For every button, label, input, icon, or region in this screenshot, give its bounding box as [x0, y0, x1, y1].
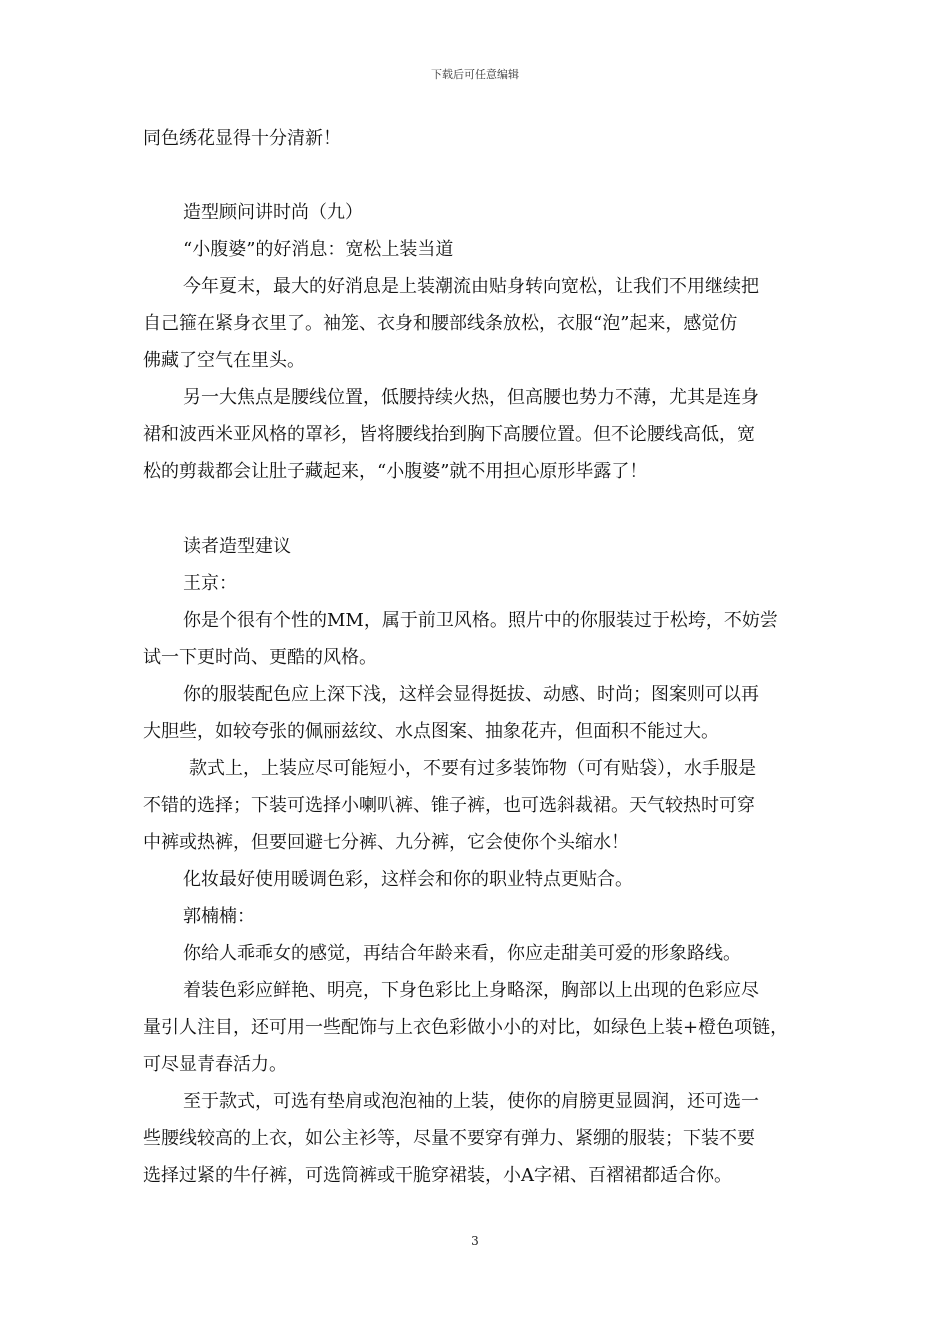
text-line: 你给人乖乖女的感觉，再结合年龄来看，你应走甜美可爱的形象路线。 [183, 943, 741, 964]
text-line: 至于款式，可选有垫肩或泡泡袖的上装，使你的肩膀更显圆润，还可选一 [183, 1091, 759, 1112]
text-line: 款式上，上装应尽可能短小，不要有过多装饰物（可有贴袋），水手服是 [189, 758, 756, 779]
text-line: 化妆最好使用暖调色彩，这样会和你的职业特点更贴合。 [183, 869, 633, 890]
reader-name: 郭楠楠： [183, 906, 255, 927]
text-line: 试一下更时尚、更酷的风格。 [143, 647, 377, 668]
text-line: 松的剪裁都会让肚子藏起来，“小腹婆”就不用担心原形毕露了！ [143, 461, 648, 482]
text-line: 另一大焦点是腰线位置，低腰持续火热，但高腰也势力不薄，尤其是连身 [183, 387, 759, 408]
article-title: “小腹婆”的好消息：宽松上装当道 [183, 239, 454, 260]
text-line: 选择过紧的牛仔裤，可选筒裤或干脆穿裙装，小A字裙、百褶裙都适合你。 [143, 1165, 732, 1186]
text-line: 不错的选择；下装可选择小喇叭裤、锥子裤，也可选斜裁裙。天气较热时可穿 [143, 795, 755, 816]
document-body [143, 120, 811, 1194]
section-title: 造型顾问讲时尚（九） [183, 202, 363, 223]
text-line: 你是个很有个性的MM，属于前卫风格。照片中的你服装过于松垮，不妨尝 [183, 610, 778, 631]
text-line: 你的服装配色应上深下浅，这样会显得挺拔、动感、时尚；图案则可以再 [183, 684, 759, 705]
page-header: 下载后可任意编辑 [431, 68, 519, 81]
text-line: 可尽显青春活力。 [143, 1054, 287, 1075]
text-line: 自己箍在紧身衣里了。袖笼、衣身和腰部线条放松，衣服“泡”起来，感觉仿 [143, 313, 738, 334]
text-line: 量引人注目，还可用一些配饰与上衣色彩做小小的对比，如绿色上装+橙色项链， [143, 1017, 789, 1038]
section-title: 读者造型建议 [183, 536, 291, 557]
paragraph-gap [143, 157, 811, 194]
paragraph-gap [143, 490, 811, 528]
text-line: 大胆些，如较夸张的佩丽兹纹、水点图案、抽象花卉，但面积不能过大。 [143, 721, 719, 742]
text-line: 中裤或热裤，但要回避七分裤、九分裤，它会使你个头缩水！ [143, 832, 629, 853]
text-line: 同色绣花显得十分清新！ [143, 128, 341, 149]
text-line: 今年夏末，最大的好消息是上装潮流由贴身转向宽松，让我们不用继续把 [183, 276, 759, 297]
reader-name: 王京： [183, 573, 237, 594]
page-number: 3 [471, 1234, 479, 1248]
text-line: 佛藏了空气在里头。 [143, 350, 305, 371]
text-line: 些腰线较高的上衣，如公主衫等，尽量不要穿有弹力、紧绷的服装；下装不要 [143, 1128, 755, 1149]
text-line: 着装色彩应鲜艳、明亮，下身色彩比上身略深，胸部以上出现的色彩应尽 [183, 980, 759, 1001]
text-line: 裙和波西米亚风格的罩衫，皆将腰线抬到胸下高腰位置。但不论腰线高低，宽 [143, 424, 755, 445]
